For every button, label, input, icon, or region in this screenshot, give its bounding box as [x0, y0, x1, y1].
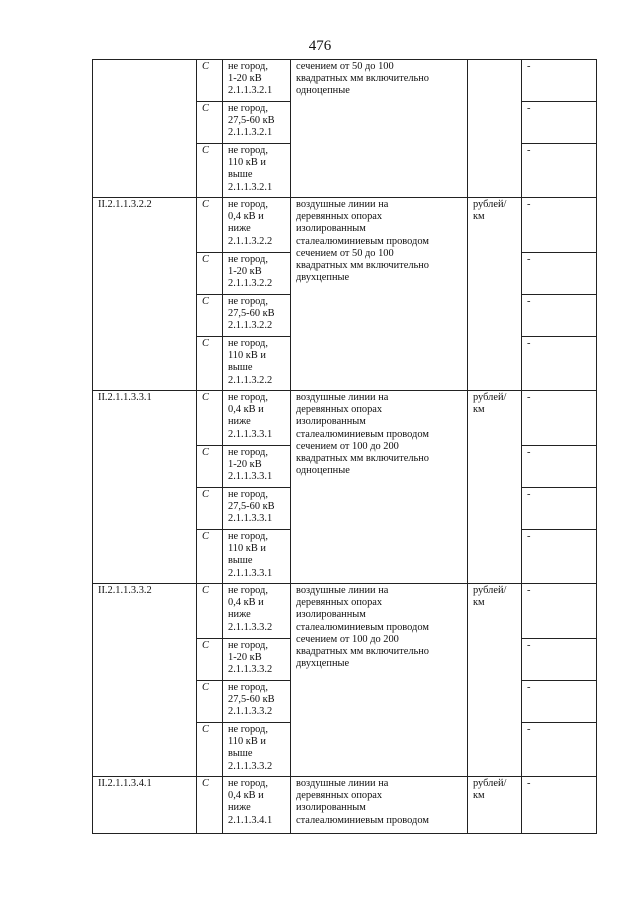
row-code: II.2.1.1.3.4.1 [93, 777, 197, 834]
row-code: II.2.1.1.3.2.2 [93, 198, 197, 391]
page-number: 476 [308, 38, 332, 54]
table-row [93, 777, 597, 834]
table-body [93, 60, 597, 834]
value-cell: - [522, 144, 597, 198]
category-cell: не город, 0,4 кВ и ниже 2.1.1.3.2.2 [223, 198, 291, 253]
category-cell: не город, 110 кВ и выше 2.1.1.3.3.2 [223, 723, 291, 777]
category-cell: не город, 1-20 кВ 2.1.1.3.3.1 [223, 446, 291, 488]
level-cell: С [197, 102, 223, 144]
table-row [93, 60, 597, 102]
level-cell: С [197, 253, 223, 295]
value-cell: - [522, 391, 597, 446]
unit-cell: рублей/ км [468, 198, 522, 391]
category-cell: не город, 1-20 кВ 2.1.1.3.2.1 [223, 60, 291, 102]
category-cell: не город, 110 кВ и выше 2.1.1.3.2.1 [223, 144, 291, 198]
unit-cell: рублей/ км [468, 777, 522, 834]
unit-cell [468, 60, 522, 198]
category-cell: не город, 1-20 кВ 2.1.1.3.2.2 [223, 253, 291, 295]
level-cell: С [197, 60, 223, 102]
table-row [93, 584, 597, 639]
level-cell: С [197, 777, 223, 834]
level-cell: С [197, 391, 223, 446]
row-code [93, 60, 197, 198]
value-cell: - [522, 253, 597, 295]
value-cell: - [522, 488, 597, 530]
value-cell: - [522, 723, 597, 777]
level-cell: С [197, 144, 223, 198]
level-cell: С [197, 639, 223, 681]
description-cell: сечением от 50 до 100 квадратных мм включительно одноцепные [291, 60, 468, 198]
level-cell: С [197, 530, 223, 584]
value-cell: - [522, 681, 597, 723]
category-cell: не город, 27,5-60 кВ 2.1.1.3.3.2 [223, 681, 291, 723]
value-cell: - [522, 530, 597, 584]
category-cell: не город, 0,4 кВ и ниже 2.1.1.3.4.1 [223, 777, 291, 834]
level-cell: С [197, 198, 223, 253]
tariff-table [92, 59, 597, 834]
level-cell: С [197, 295, 223, 337]
category-cell: не город, 1-20 кВ 2.1.1.3.3.2 [223, 639, 291, 681]
category-cell: не город, 27,5-60 кВ 2.1.1.3.2.1 [223, 102, 291, 144]
category-cell: не город, 27,5-60 кВ 2.1.1.3.3.1 [223, 488, 291, 530]
level-cell: С [197, 681, 223, 723]
row-code: II.2.1.1.3.3.1 [93, 391, 197, 584]
value-cell: - [522, 639, 597, 681]
value-cell: - [522, 102, 597, 144]
unit-cell: рублей/ км [468, 584, 522, 777]
category-cell: не город, 27,5-60 кВ 2.1.1.3.2.2 [223, 295, 291, 337]
level-cell: С [197, 337, 223, 391]
row-code: II.2.1.1.3.3.2 [93, 584, 197, 777]
value-cell: - [522, 446, 597, 488]
unit-cell: рублей/ км [468, 391, 522, 584]
value-cell: - [522, 584, 597, 639]
description-cell: воздушные линии на деревянных опорах изолированным сталеалюминиевым проводом сечением от 100 до 200 квадратных мм включительно двухцепные [291, 584, 468, 777]
table-row [93, 198, 597, 253]
description-cell: воздушные линии на деревянных опорах изолированным сталеалюминиевым проводом [291, 777, 468, 834]
category-cell: не город, 110 кВ и выше 2.1.1.3.3.1 [223, 530, 291, 584]
value-cell: - [522, 60, 597, 102]
level-cell: С [197, 446, 223, 488]
value-cell: - [522, 777, 597, 834]
value-cell: - [522, 198, 597, 253]
category-cell: не город, 0,4 кВ и ниже 2.1.1.3.3.2 [223, 584, 291, 639]
description-cell: воздушные линии на деревянных опорах изолированным сталеалюминиевым проводом сечением от 100 до 200 квадратных мм включительно одноцепные [291, 391, 468, 584]
description-cell: воздушные линии на деревянных опорах изолированным сталеалюминиевым проводом сечением от 50 до 100 квадратных мм включительно двухцепные [291, 198, 468, 391]
category-cell: не город, 110 кВ и выше 2.1.1.3.2.2 [223, 337, 291, 391]
value-cell: - [522, 295, 597, 337]
level-cell: С [197, 488, 223, 530]
table-row [93, 391, 597, 446]
level-cell: С [197, 723, 223, 777]
level-cell: С [197, 584, 223, 639]
value-cell: - [522, 337, 597, 391]
category-cell: не город, 0,4 кВ и ниже 2.1.1.3.3.1 [223, 391, 291, 446]
